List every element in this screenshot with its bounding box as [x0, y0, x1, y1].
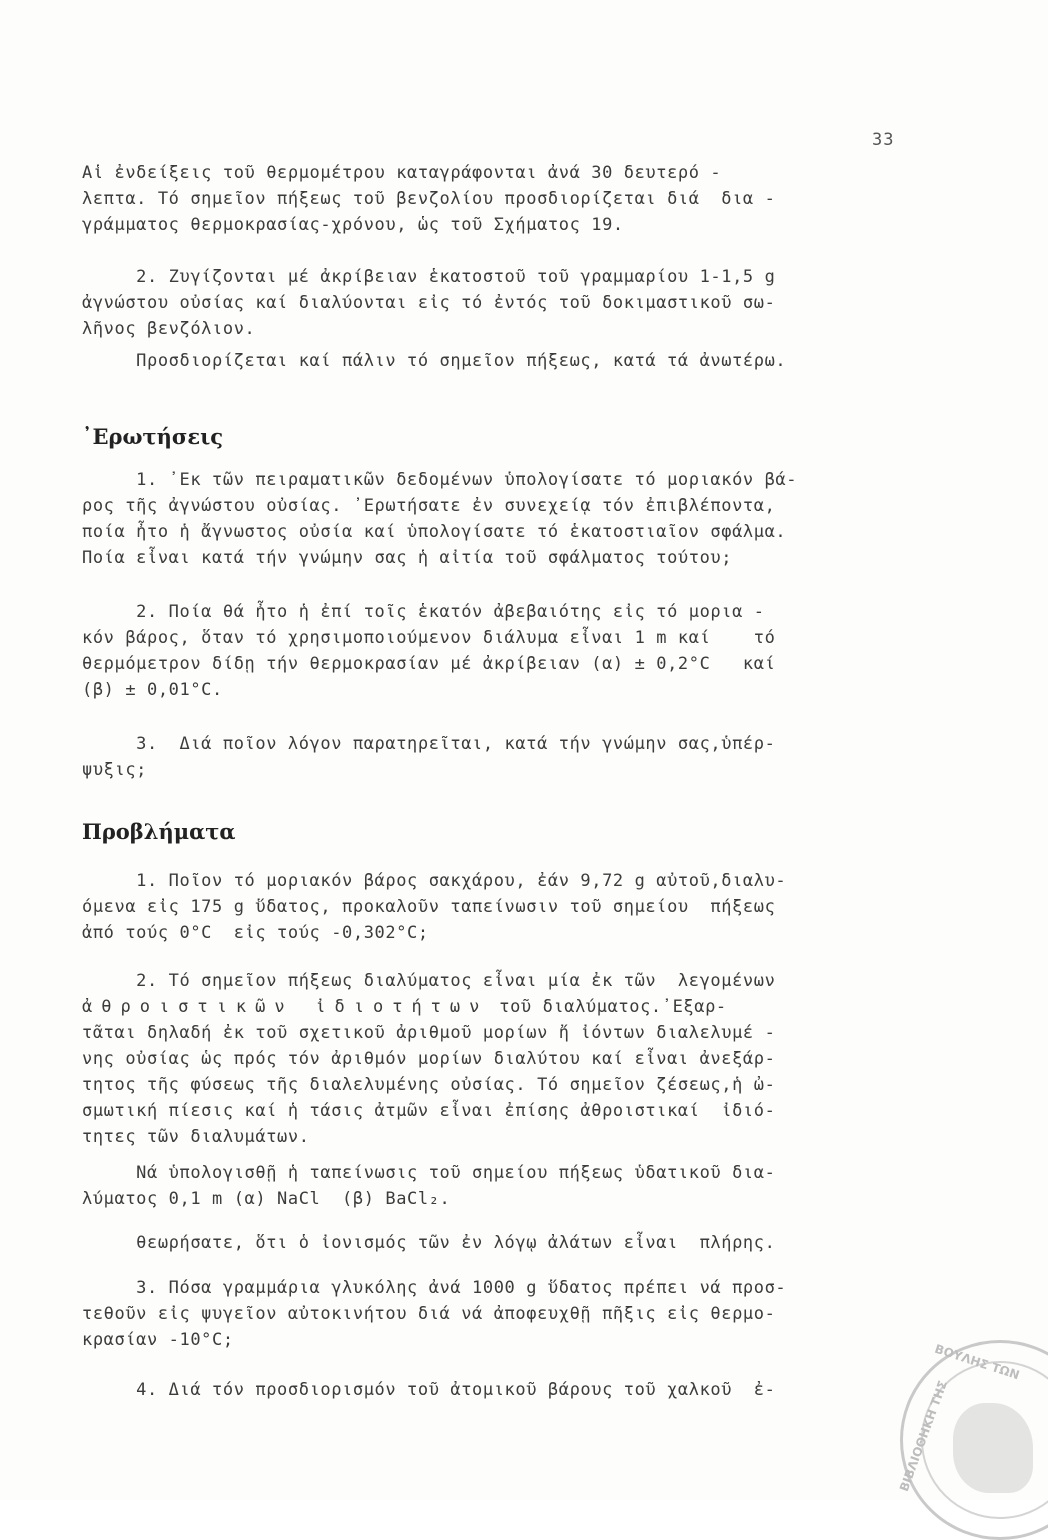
stamp-text-side: ΒΙΒΛΙΟΘΗΚΗ ΤΗΣ — [896, 1378, 951, 1494]
problem-2-body: τᾶται δηλαδή ἐκ τοῦ σχετικοῦ ἀριθμοῦ μορίων ἤ ἰόντων διαλελυμέ - νης οὐσίας ὡς πρός τόν ἀριθμόν μορίων διαλύτου καί εἶναι ἀνεξάρ- τητος τῆς φύσεως τῆς διαλελυμένης οὐσίας. Τό σημεῖον ζέσεως,ἡ ὠ- σμωτική πίεσις καί ἡ τάσις ἀτμῶν εἶναι ἐπίσης ἀθροιστικαί ἰδιό- τητες τῶν διαλυμάτων. — [82, 1023, 776, 1147]
problem-2-first-line: 2. Τό σημεῖον πήξεως διαλύματος εἶναι μία ἐκ τῶν λεγομένων — [82, 971, 776, 991]
question-1: 1. ᾽Εκ τῶν πειραματικῶν δεδομένων ὑπολογίσατε τό μοριακόν βά- ρος τῆς ἀγνώστου οὐσίας. ᾽Ερωτήσατε ἐν συνεχείᾳ τόν ἐπιβλέποντα, ποία ἦτο ἡ ἄγνωστος οὐσία καί ὑπολογίσατε τό ἑκατοστιαῖον σφάλμα. Ποία εἶναι κατά τήν γνώμην σας ἡ αἰτία τοῦ σφάλματος τούτου; — [82, 470, 798, 568]
heading-problems: Προβλήματα — [82, 819, 236, 844]
page-number: 33 — [872, 130, 895, 150]
paragraph-thermometer-readings: Αἱ ἐνδείξεις τοῦ θερμομέτρου καταγράφονται ἀνά 30 δευτερό - λεπτα. Τό σημεῖον πήξεως τοῦ βενζολίου προσδιορίζεται διά δια - γράμματος θερμοκρασίας-χρόνου, ὡς τοῦ Σχήματος 19. — [82, 163, 776, 235]
heading-questions: ᾽Ερωτήσεις — [82, 424, 224, 449]
problem-4: 4. Διά τόν προσδιορισμόν τοῦ ἀτομικοῦ βάρους τοῦ χαλκοῦ ἐ- — [82, 1380, 776, 1400]
question-3: 3. Διά ποῖον λόγον παρατηρεῖται, κατά τήν γνώμην σας,ὑπέρ- ψυξις; — [82, 734, 776, 780]
stamp-figure-icon — [953, 1403, 1033, 1493]
problem-2-note: θεωρήσατε, ὅτι ὁ ἰονισμός τῶν ἐν λόγῳ ἀλάτων εἶναι πλήρης. — [82, 1233, 776, 1253]
question-2: 2. Ποία θά ἦτο ἡ ἐπί τοῖς ἑκατόν ἀβεβαιότης εἰς τό μορια - κόν βάρος, ὅταν τό χρησιμοποιούμενον διάλυμα εἶναι 1 m καί τό θερμόμετρον δίδῃ τήν θερμοκρασίαν μέ ἀκρίβειαν (α) ± 0,2°C καί (β) ± 0,01°C. — [82, 602, 776, 700]
problem-1: 1. Ποῖον τό μοριακόν βάρος σακχάρου, ἐάν 9,72 g αὐτοῦ,διαλυ- όμενα εἰς 175 g ὕδατος, προκαλοῦν ταπείνωσιν τοῦ σημείου πήξεως ἀπό τούς 0°C εἰς τούς -0,302°C; — [82, 871, 787, 943]
stamp-text-top: ΒΟΥΛΗΣ ΤΩΝ — [932, 1341, 1022, 1383]
paragraph-freezing-point-again: Προσδιορίζεται καί πάλιν τό σημεῖον πήξεως, κατά τά ἀνωτέρω. — [82, 351, 787, 371]
problem-3: 3. Πόσα γραμμάρια γλυκόλης ἀνά 1000 g ὕδατος πρέπει νά προσ- τεθοῦν εἰς ψυγεῖον αὐτοκινήτου διά νά ἀποφευχθῇ πῆξις εἰς θερμο- κρασίαν -10°C; — [82, 1278, 787, 1350]
problem-2-second-line — [82, 994, 912, 1020]
colligative-term: ἀθροιστικῶν — [82, 997, 294, 1017]
paragraph-step-2: 2. Ζυγίζονται μέ ἀκρίβειαν ἑκατοστοῦ τοῦ γραμμαρίου 1-1,5 g ἀγνώστου οὐσίας καί διαλύονται εἰς τό ἐντός τοῦ δοκιμαστικοῦ σω- λῆνος βενζόλιον. — [82, 267, 776, 339]
problem-2-calculation: Νά ὑπολογισθῇ ἡ ταπείνωσις τοῦ σημείου πήξεως ὑδατικοῦ δια- λύματος 0,1 m (α) NaCl (β) BaCl₂. — [82, 1163, 776, 1209]
problem-2-second-line-tail: τοῦ διαλύματος.᾽Εξαρ- — [499, 997, 727, 1017]
properties-term: ἰδιοτήτων — [315, 997, 489, 1017]
library-stamp — [896, 1340, 1048, 1540]
